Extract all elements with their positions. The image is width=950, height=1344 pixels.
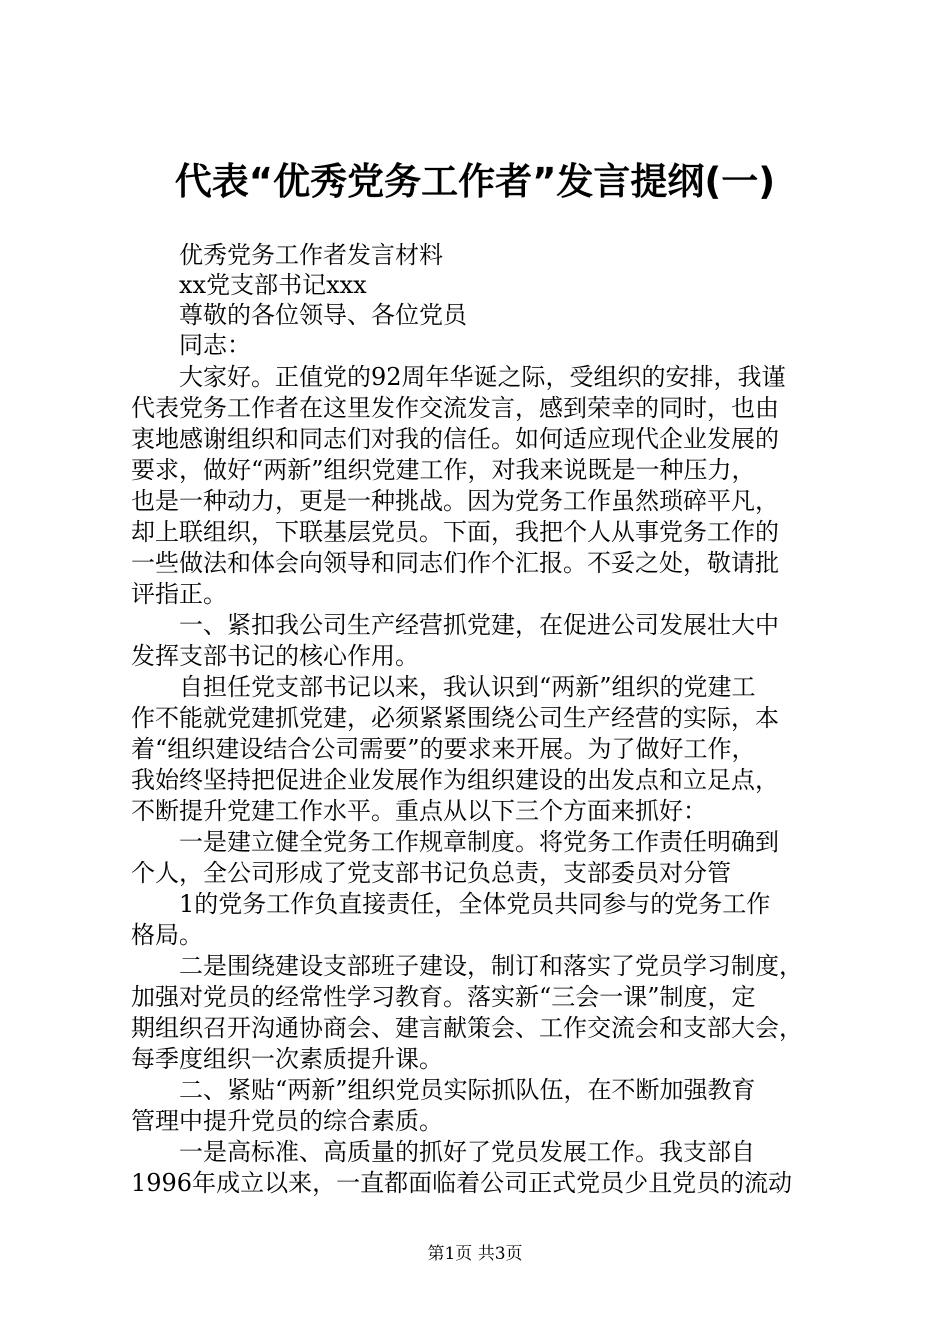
body-line-26: 期组织召开沟通协商会、建言献策会、工作交流会和支部大会， xyxy=(131,1014,803,1042)
body-line-3: 尊敬的各位领导、各位党员 xyxy=(131,301,467,329)
body-line-12: 评指正。 xyxy=(131,580,227,608)
body-line-13: 一、紧扣我公司生产经营抓党建，在促进公司发展壮大中 xyxy=(131,611,779,639)
body-line-21: 个人，全公司形成了党支部书记负总责，支部委员对分管 xyxy=(131,859,731,887)
body-line-2: xx党支部书记xxx xyxy=(131,271,367,299)
body-line-9: 也是一种动力，更是一种挑战。因为党务工作虽然琐碎平凡， xyxy=(131,487,779,515)
body-line-8: 要求，做好“两新”组织党建工作，对我来说既是一种压力， xyxy=(131,456,756,484)
body-line-23: 格局。 xyxy=(131,921,203,949)
body-line-27: 每季度组织一次素质提升课。 xyxy=(131,1045,443,1073)
body-line-24: 二是围绕建设支部班子建设，制订和落实了党员学习制度， xyxy=(131,952,803,980)
body-line-6: 代表党务工作者在这里发作交流发言，感到荣幸的同时，也由 xyxy=(131,394,779,422)
body-line-30: 一是高标准、高质量的抓好了党员发展工作。我支部自 xyxy=(131,1138,755,1166)
body-line-31: 1996年成立以来，一直都面临着公司正式党员少且党员的流动 xyxy=(131,1169,793,1197)
body-line-22: 1的党务工作负直接责任，全体党员共同参与的党务工作 xyxy=(131,890,771,918)
body-line-11: 一些做法和体会向领导和同志们作个汇报。不妥之处，敬请批 xyxy=(131,549,779,577)
body-line-10: 却上联组织，下联基层党员。下面，我把个人从事党务工作的 xyxy=(131,518,779,546)
body-line-18: 我始终坚持把促进企业发展作为组织建设的出发点和立足点， xyxy=(131,766,779,794)
body-line-15: 自担任党支部书记以来，我认识到“两新”组织的党建工 xyxy=(131,673,756,701)
body-line-16: 作不能就党建抓党建，必须紧紧围绕公司生产经营的实际，本 xyxy=(131,704,779,732)
body-line-20: 一是建立健全党务工作规章制度。将党务工作责任明确到 xyxy=(131,828,779,856)
body-line-25: 加强对党员的经常性学习教育。落实新“三会一课”制度，定 xyxy=(131,983,756,1011)
body-line-1: 优秀党务工作者发言材料 xyxy=(131,241,443,269)
body-line-4: 同志： xyxy=(131,331,251,359)
page-number-footer: 第1页 共3页 xyxy=(427,1244,523,1264)
body-line-14: 发挥支部书记的核心作用。 xyxy=(131,642,419,670)
body-line-5: 大家好。正值党的92周年华诞之际，受组织的安排，我谨 xyxy=(131,363,786,391)
body-line-17: 着“组织建设结合公司需要”的要求来开展。为了做好工作， xyxy=(131,735,756,763)
body-line-7: 衷地感谢组织和同志们对我的信任。如何适应现代企业发展的 xyxy=(131,425,779,453)
body-line-29: 管理中提升党员的综合素质。 xyxy=(131,1107,443,1135)
body-line-19: 不断提升党建工作水平。重点从以下三个方面来抓好： xyxy=(131,797,707,825)
body-line-28: 二、紧贴“两新”组织党员实际抓队伍，在不断加强教育 xyxy=(131,1076,756,1104)
document-title: 代表“优秀党务工作者”发言提纲(一) xyxy=(174,160,776,203)
